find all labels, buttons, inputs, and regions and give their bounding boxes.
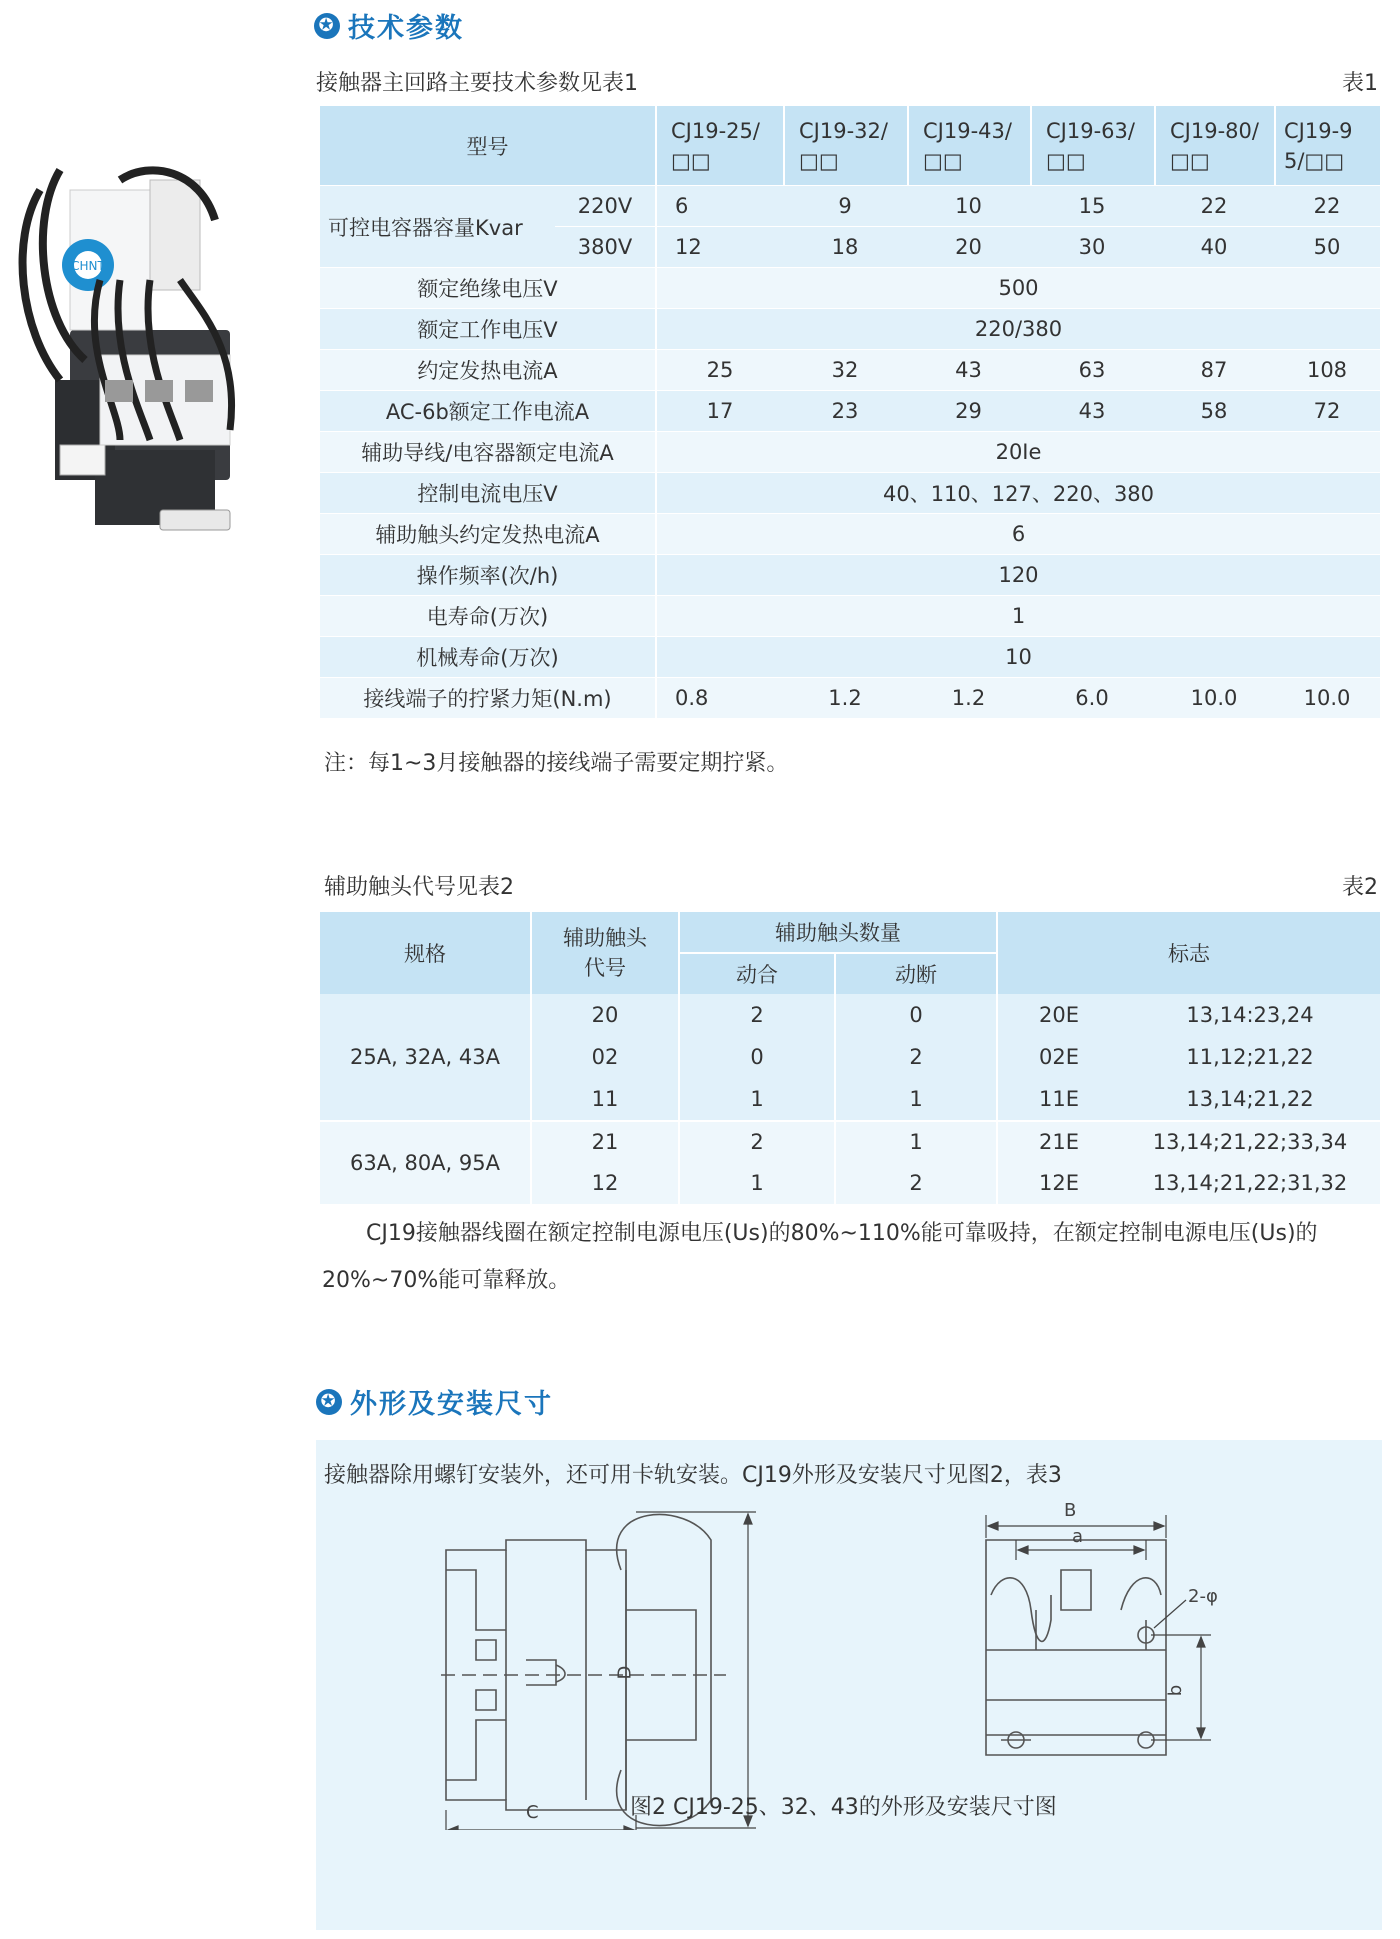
cell: 25 bbox=[655, 350, 783, 391]
break-cell: 1 bbox=[834, 1078, 996, 1120]
cell: 50 bbox=[1274, 227, 1380, 268]
mark-cell: 02E bbox=[996, 1036, 1120, 1078]
cell: 17 bbox=[655, 391, 783, 432]
row-span-value: 40、110、127、220、380 bbox=[655, 473, 1380, 514]
table1-label: 表1 bbox=[1342, 71, 1378, 96]
code-cell: 21 bbox=[530, 1120, 678, 1162]
cell: 22 bbox=[1274, 186, 1380, 227]
cell: 72 bbox=[1274, 391, 1380, 432]
row-label: AC-6b额定工作电流A bbox=[320, 391, 655, 432]
row-label: 电寿命(万次) bbox=[320, 596, 655, 637]
header-model: 型号 bbox=[320, 106, 655, 186]
header-model-col: CJ19-80/□□ bbox=[1154, 106, 1274, 186]
break-cell: 2 bbox=[834, 1162, 996, 1204]
code-cell: 11 bbox=[530, 1078, 678, 1120]
row-span-value: 6 bbox=[655, 514, 1380, 555]
cell: 6.0 bbox=[1030, 678, 1154, 719]
cell: 40 bbox=[1154, 227, 1274, 268]
code-cell: 20 bbox=[530, 994, 678, 1036]
voltage-380: 380V bbox=[555, 227, 655, 268]
make-cell: 0 bbox=[678, 1036, 834, 1078]
product-photo bbox=[0, 150, 300, 550]
header-mark: 标志 bbox=[996, 912, 1380, 994]
terminal-cell: 11,12;21,22 bbox=[1120, 1036, 1380, 1078]
install-text: 接触器除用螺钉安装外，还可用卡轨安装。CJ19外形及安装尺寸见图2，表3 bbox=[324, 1463, 1062, 1488]
mark-cell: 11E bbox=[996, 1078, 1120, 1120]
cell: 30 bbox=[1030, 227, 1154, 268]
cell: 23 bbox=[783, 391, 907, 432]
terminal-cell: 13,14;21,22 bbox=[1120, 1078, 1380, 1120]
code-cell: 02 bbox=[530, 1036, 678, 1078]
cell: 29 bbox=[907, 391, 1030, 432]
coil-paragraph-text: CJ19接触器线圈在额定控制电源电压(Us)的80%~110%能可靠吸持，在额定控制电源电压(Us)的20%~70%能可靠释放。 bbox=[322, 1221, 1318, 1293]
break-cell: 1 bbox=[834, 1120, 996, 1162]
mark-cell: 12E bbox=[996, 1162, 1120, 1204]
dim-D: D bbox=[614, 1665, 636, 1680]
aux-contact-table bbox=[320, 912, 1380, 1204]
cell: 58 bbox=[1154, 391, 1274, 432]
header-qty: 辅助触头数量 bbox=[678, 912, 996, 954]
tech-spec-table bbox=[320, 106, 1380, 719]
terminal-cell: 13,14;21,22;31,32 bbox=[1120, 1162, 1380, 1204]
row-label: 接线端子的拧紧力矩(N.m) bbox=[320, 678, 655, 719]
table1-note: 注：每1~3月接触器的接线端子需要定期拧紧。 bbox=[324, 751, 789, 776]
make-cell: 2 bbox=[678, 1120, 834, 1162]
row-label: 额定工作电压V bbox=[320, 309, 655, 350]
code-cell: 12 bbox=[530, 1162, 678, 1204]
cell: 108 bbox=[1274, 350, 1380, 391]
cell: 6 bbox=[655, 186, 783, 227]
capacity-label: 可控电容器容量Kvar bbox=[320, 186, 555, 268]
header-model-col: CJ19-95/□□ bbox=[1274, 106, 1380, 186]
make-cell: 1 bbox=[678, 1162, 834, 1204]
cell: 12 bbox=[655, 227, 783, 268]
dim-phi: 2-φ bbox=[1188, 1586, 1218, 1607]
coil-paragraph bbox=[322, 1210, 1382, 1304]
break-cell: 0 bbox=[834, 994, 996, 1036]
row-label: 辅助导线/电容器额定电流A bbox=[320, 432, 655, 473]
cell: 1.2 bbox=[783, 678, 907, 719]
dim-C: C bbox=[526, 1802, 539, 1823]
header-model-col: CJ19-25/□□ bbox=[655, 106, 783, 186]
cell: 63 bbox=[1030, 350, 1154, 391]
section-title-specs bbox=[314, 6, 464, 45]
star-icon: ✪ bbox=[314, 13, 340, 39]
svg-text:CHNT: CHNT bbox=[71, 259, 105, 273]
row-span-value: 10 bbox=[655, 637, 1380, 678]
section-title-dimensions bbox=[316, 1382, 553, 1421]
cell: 0.8 bbox=[655, 678, 783, 719]
header-code: 辅助触头代号 bbox=[530, 912, 678, 994]
terminal-cell: 13,14;21,22;33,34 bbox=[1120, 1120, 1380, 1162]
figure-caption: 图2 CJ19-25、32、43的外形及安装尺寸图 bbox=[630, 1795, 1057, 1820]
cell: 10 bbox=[907, 186, 1030, 227]
row-span-value: 1 bbox=[655, 596, 1380, 637]
cell: 22 bbox=[1154, 186, 1274, 227]
terminal-cell: 13,14:23,24 bbox=[1120, 994, 1380, 1036]
cell: 87 bbox=[1154, 350, 1274, 391]
row-span-value: 20Ie bbox=[655, 432, 1380, 473]
header-break: 动断 bbox=[834, 954, 996, 994]
header-make: 动合 bbox=[678, 954, 834, 994]
cell: 43 bbox=[1030, 391, 1154, 432]
break-cell: 2 bbox=[834, 1036, 996, 1078]
cell: 20 bbox=[907, 227, 1030, 268]
row-label: 机械寿命(万次) bbox=[320, 637, 655, 678]
header-model-col: CJ19-32/□□ bbox=[783, 106, 907, 186]
dim-B: B bbox=[1064, 1500, 1077, 1521]
dim-a: a bbox=[1072, 1526, 1084, 1547]
spec-group: 25A, 32A, 43A bbox=[320, 994, 530, 1120]
mark-cell: 21E bbox=[996, 1120, 1120, 1162]
section-title-text: 技术参数 bbox=[348, 13, 464, 44]
cell: 1.2 bbox=[907, 678, 1030, 719]
voltage-220: 220V bbox=[555, 186, 655, 227]
dim-b: b bbox=[1165, 1684, 1187, 1697]
row-label: 辅助触头约定发热电流A bbox=[320, 514, 655, 555]
row-span-value: 220/380 bbox=[655, 309, 1380, 350]
table2-caption: 辅助触头代号见表2 bbox=[324, 875, 514, 900]
spec-group: 63A, 80A, 95A bbox=[320, 1120, 530, 1204]
row-label: 操作频率(次/h) bbox=[320, 555, 655, 596]
row-label: 控制电流电压V bbox=[320, 473, 655, 514]
cell: 43 bbox=[907, 350, 1030, 391]
cell: 15 bbox=[1030, 186, 1154, 227]
row-span-value: 120 bbox=[655, 555, 1380, 596]
row-span-value: 500 bbox=[655, 268, 1380, 309]
star-icon: ✪ bbox=[316, 1389, 342, 1415]
mark-cell: 20E bbox=[996, 994, 1120, 1036]
table1-caption: 接触器主回路主要技术参数见表1 bbox=[316, 71, 638, 96]
cell: 10.0 bbox=[1274, 678, 1380, 719]
make-cell: 1 bbox=[678, 1078, 834, 1120]
table2-label: 表2 bbox=[1342, 875, 1378, 900]
row-label: 约定发热电流A bbox=[320, 350, 655, 391]
cell: 32 bbox=[783, 350, 907, 391]
figure-panel bbox=[316, 1440, 1382, 1930]
make-cell: 2 bbox=[678, 994, 834, 1036]
front-view-drawing bbox=[976, 1510, 1226, 1780]
cell: 18 bbox=[783, 227, 907, 268]
section-title-text: 外形及安装尺寸 bbox=[350, 1389, 553, 1420]
header-spec: 规格 bbox=[320, 912, 530, 994]
cell: 10.0 bbox=[1154, 678, 1274, 719]
row-label: 额定绝缘电压V bbox=[320, 268, 655, 309]
header-model-col: CJ19-63/□□ bbox=[1030, 106, 1154, 186]
cell: 9 bbox=[783, 186, 907, 227]
header-model-col: CJ19-43/□□ bbox=[907, 106, 1030, 186]
